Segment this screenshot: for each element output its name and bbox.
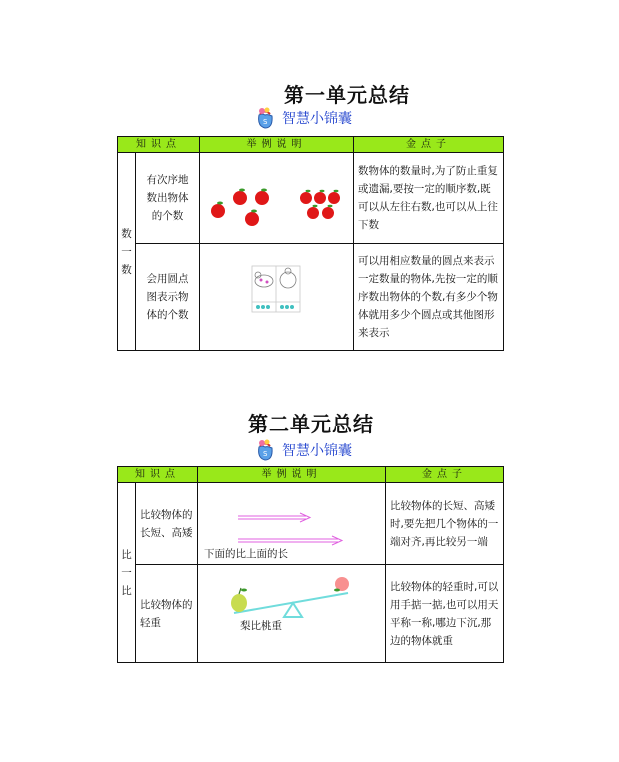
unit2-table [117,466,504,663]
header-knowledge: 知识点 [118,137,200,153]
unit2-header-row [118,467,504,483]
unit2-subtitle: 智慧小锦囊 [282,443,352,459]
unit1-category: 数一数 [118,153,136,351]
unit1-subtitle: 智慧小锦囊 [282,111,352,127]
unit2-row2-caption: 梨比桃重 [240,620,282,632]
unit2-row1-point: 比较物体的长短、高矮 [136,483,198,565]
unit1-header-row [118,137,504,153]
dot-chart-illustration [200,244,354,344]
unit2-row1-caption: 下面的比上面的长 [204,548,288,560]
unit2-row2-tip: 比较物体的轻重时,可以用手掂一掂,也可以用天平称一称,哪边下沉,那边的物体就重 [386,565,504,663]
seesaw-illustration [198,565,386,663]
unit1-table [117,136,504,351]
lucky-bag-icon [254,438,278,462]
unit2-subtitle-row [254,438,352,462]
unit2-row1-example [198,483,386,565]
unit1-subtitle-row [254,106,352,130]
header-tip: 金点子 [386,467,504,483]
peach-icon [334,577,349,592]
arrow-icon [238,513,342,545]
unit1-row2-point: 会用圆点图表示物体的个数 [136,244,200,351]
apple-icon [211,191,340,226]
unit1-title: 第一单元总结 [284,83,410,107]
unit1-row1-point: 有次序地数出物体的个数 [136,153,200,244]
pear-icon [231,588,247,612]
svg-text:S: S [263,118,268,126]
svg-text:S: S [263,450,268,458]
unit1-row2-example [200,244,354,351]
lucky-bag-icon [254,106,278,130]
unit1-row1-example [200,153,354,244]
unit2-category: 比一比 [118,483,136,663]
animal-icon [255,268,296,288]
header-example: 举例说明 [198,467,386,483]
unit2-row1-tip: 比较物体的长短、高矮时,要先把几个物体的一端对齐,再比较另一端 [386,483,504,565]
apples-illustration [200,153,354,237]
unit1-row1-tip: 数物体的数量时,为了防止重复或遗漏,要按一定的顺序数,既可以从左往右数,也可以从上往下数 [354,153,504,244]
unit2-title: 第二单元总结 [248,412,374,436]
unit1-row2-tip: 可以用相应数量的圆点来表示一定数量的物体,先按一定的顺序数出物体的个数,有多少个物体就用多少个圆点或其他图形来表示 [354,244,504,351]
header-knowledge: 知识点 [118,467,198,483]
unit2-row2-example [198,565,386,663]
unit2-row2-point: 比较物体的轻重 [136,565,198,663]
header-tip: 金点子 [354,137,504,153]
header-example: 举例说明 [200,137,354,153]
